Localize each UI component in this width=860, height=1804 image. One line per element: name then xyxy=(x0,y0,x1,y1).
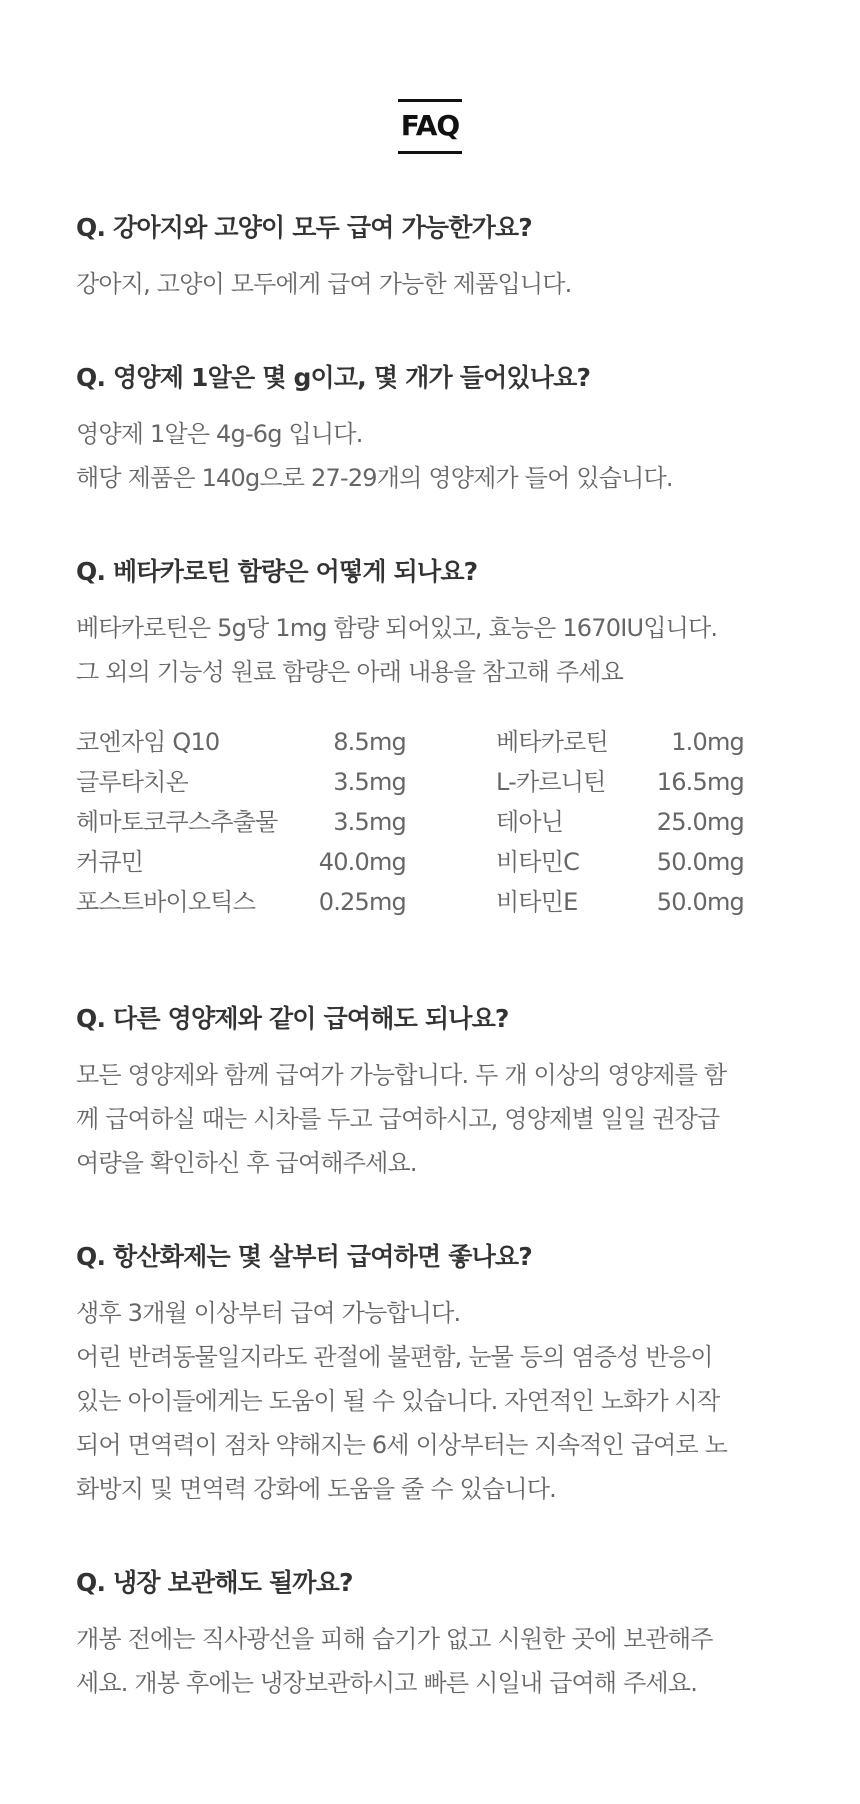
answer-line: 생후 3개월 이상부터 급여 가능합니다. xyxy=(76,1299,461,1327)
nutrient-name: 베타카로틴 xyxy=(496,728,608,756)
answer-line: 되어 면역력이 점차 약해지는 6세 이상부터는 지속적인 급여로 노 xyxy=(76,1431,728,1459)
nutrient-row xyxy=(496,882,826,922)
nutrient-amount: 3.5mg xyxy=(333,808,406,836)
answer-line: 여량을 확인하신 후 급여해주세요. xyxy=(76,1149,417,1177)
nutrient-name: L-카르니틴 xyxy=(496,768,606,796)
faq-item xyxy=(76,1240,796,1511)
faq-answer xyxy=(76,1053,796,1185)
answer-line: 있는 아이들에게는 도움이 될 수 있습니다. 자연적인 노화가 시작 xyxy=(76,1387,720,1415)
faq-answer xyxy=(76,412,796,500)
nutrient-amount: 50.0mg xyxy=(656,888,744,916)
nutrient-row xyxy=(76,762,406,802)
nutrient-name: 테아닌 xyxy=(496,808,564,836)
answer-line: 강아지, 고양이 모두에게 급여 가능한 제품입니다. xyxy=(76,270,572,298)
faq-answer xyxy=(76,606,796,694)
faq-answer xyxy=(76,1617,796,1705)
nutrient-amount: 8.5mg xyxy=(333,728,406,756)
answer-line: 개봉 전에는 직사광선을 피해 습기가 없고 시원한 곳에 보관해주 xyxy=(76,1625,713,1653)
faq-answer xyxy=(76,262,796,306)
nutrient-name: 헤마토코쿠스추출물 xyxy=(76,808,278,836)
nutrient-column-right xyxy=(496,722,826,922)
faq-question: Q. 항산화제는 몇 살부터 급여하면 좋나요? xyxy=(76,1242,532,1271)
nutrient-row xyxy=(76,722,406,762)
faq-question: Q. 강아지와 고양이 모두 급여 가능한가요? xyxy=(76,213,532,242)
answer-line: 어린 반려동물일지라도 관절에 불편함, 눈물 등의 염증성 반응이 xyxy=(76,1343,713,1371)
nutrient-row xyxy=(496,722,826,762)
nutrient-name: 글루타치온 xyxy=(76,768,188,796)
answer-line: 베타카로틴은 5g당 1mg 함량 되어있고, 효능은 1670IU입니다. xyxy=(76,614,718,642)
nutrient-name: 포스트바이오틱스 xyxy=(76,888,256,916)
nutrient-amount: 3.5mg xyxy=(333,768,406,796)
answer-line: 모든 영양제와 함께 급여가 가능합니다. 두 개 이상의 영양제를 함 xyxy=(76,1061,727,1089)
answer-line: 그 외의 기능성 원료 함량은 아래 내용을 참고해 주세요 xyxy=(76,658,624,686)
faq-item xyxy=(76,1002,796,1185)
nutrient-name: 커큐민 xyxy=(76,848,144,876)
nutrient-row xyxy=(76,882,406,922)
nutrient-table xyxy=(76,722,776,922)
nutrient-name: 비타민E xyxy=(496,888,578,916)
answer-line: 세요. 개봉 후에는 냉장보관하시고 빠른 시일내 급여해 주세요. xyxy=(76,1669,698,1697)
nutrient-name: 비타민C xyxy=(496,848,580,876)
answer-line: 께 급여하실 때는 시차를 두고 급여하시고, 영양제별 일일 권장급 xyxy=(76,1105,720,1133)
nutrient-amount: 0.25mg xyxy=(318,888,406,916)
nutrient-row xyxy=(76,842,406,882)
nutrient-amount: 16.5mg xyxy=(656,768,744,796)
faq-title: FAQ xyxy=(398,99,462,154)
faq-question: Q. 영양제 1알은 몇 g이고, 몇 개가 들어있나요? xyxy=(76,363,591,392)
nutrient-amount: 1.0mg xyxy=(671,728,744,756)
nutrient-row xyxy=(496,802,826,842)
nutrient-amount: 25.0mg xyxy=(656,808,744,836)
faq-item xyxy=(76,361,796,500)
faq-item xyxy=(76,211,796,306)
faq-question: Q. 냉장 보관해도 될까요? xyxy=(76,1568,353,1597)
nutrient-row xyxy=(496,762,826,802)
nutrient-name: 코엔자임 Q10 xyxy=(76,728,220,756)
faq-header xyxy=(0,99,860,154)
nutrient-amount: 50.0mg xyxy=(656,848,744,876)
nutrient-amount: 40.0mg xyxy=(318,848,406,876)
nutrient-column-left xyxy=(76,722,406,922)
answer-line: 해당 제품은 140g으로 27-29개의 영양제가 들어 있습니다. xyxy=(76,464,673,492)
nutrient-row xyxy=(496,842,826,882)
faq-question: Q. 다른 영양제와 같이 급여해도 되나요? xyxy=(76,1004,509,1033)
faq-answer xyxy=(76,1291,796,1511)
nutrient-row xyxy=(76,802,406,842)
faq-question: Q. 베타카로틴 함량은 어떻게 되나요? xyxy=(76,557,478,586)
answer-line: 영양제 1알은 4g-6g 입니다. xyxy=(76,420,363,448)
faq-item xyxy=(76,555,796,694)
faq-item xyxy=(76,1566,796,1705)
answer-line: 화방지 및 면역력 강화에 도움을 줄 수 있습니다. xyxy=(76,1475,556,1503)
